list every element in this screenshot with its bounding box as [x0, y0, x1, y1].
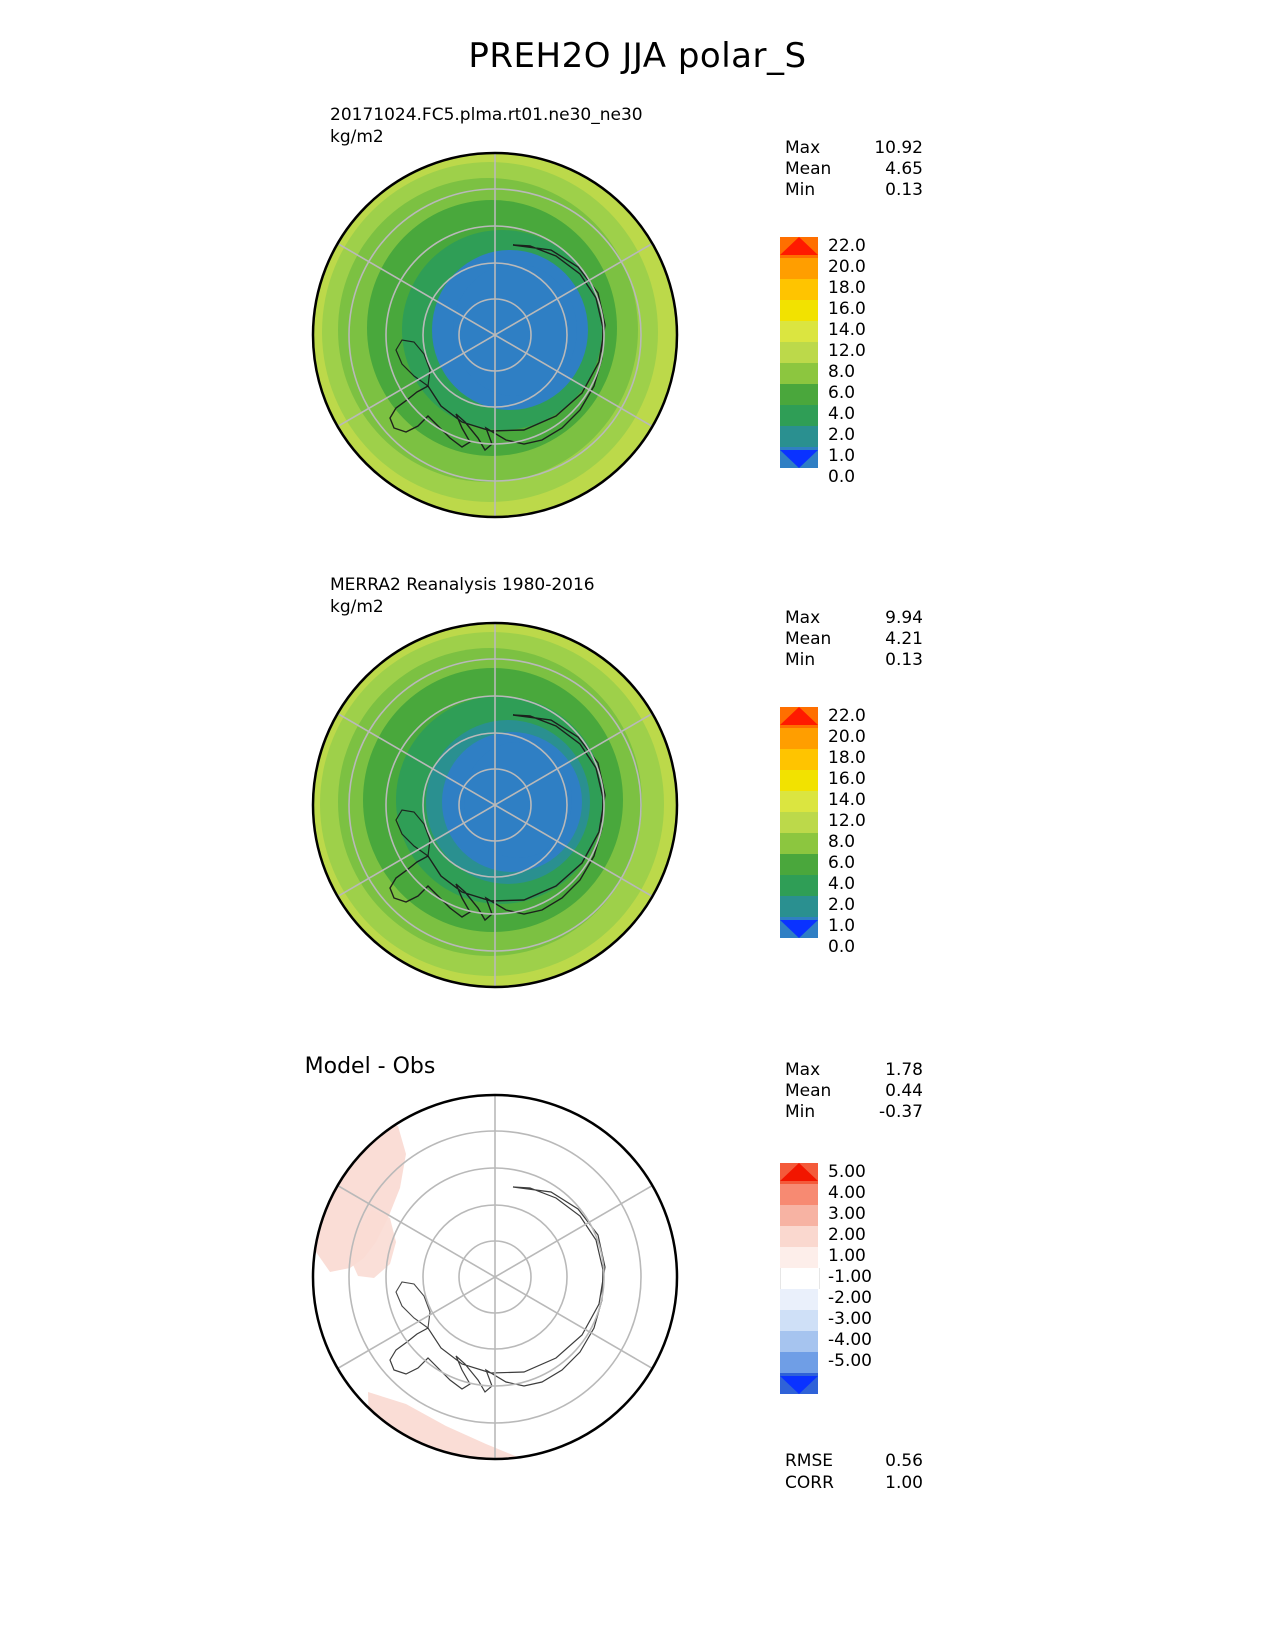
colorbar-obs-ticks	[828, 706, 958, 958]
colorbar-tick: 16.0	[828, 769, 866, 789]
stats-difference	[785, 1060, 923, 1123]
colorbar-obs-bar	[780, 688, 818, 957]
colorbar-tick: 18.0	[828, 748, 866, 768]
colorbar-tick: 12.0	[828, 341, 866, 361]
stats-obs	[785, 608, 923, 671]
colorbar-segment	[780, 896, 818, 917]
colorbar-tick: 2.00	[828, 1225, 866, 1245]
stat-row: Max 1.78	[785, 1060, 923, 1080]
colorbar-segment	[780, 363, 818, 384]
colorbar-tick: 4.0	[828, 874, 856, 894]
polar-map-difference-svg	[310, 1092, 680, 1462]
colorbar-arrow-top-icon	[780, 218, 818, 255]
colorbar-segment	[780, 1247, 818, 1268]
colorbar-difference-bar	[780, 1144, 818, 1413]
colorbar-segment	[780, 749, 818, 770]
colorbar-tick: 22.0	[828, 236, 866, 256]
colorbar-tick: -2.00	[828, 1288, 872, 1308]
stat-row: Min -0.37	[785, 1102, 923, 1122]
panel-obs-caption-line2: kg/m2	[330, 597, 384, 617]
colorbar-segment	[780, 854, 818, 875]
colorbar-segment	[780, 1331, 818, 1352]
page-title: PREH2O JJA polar_S	[468, 36, 807, 76]
colorbar-tick: 14.0	[828, 320, 866, 340]
colorbar-tick: 8.0	[828, 832, 856, 852]
colorbar-tick: 18.0	[828, 278, 866, 298]
colorbar-tick: 0.0	[828, 937, 856, 957]
colorbar-segment	[780, 812, 818, 833]
colorbar-tick: 4.0	[828, 404, 856, 424]
stat-row: Max 9.94	[785, 608, 923, 628]
panel-obs-caption-line1: MERRA2 Reanalysis 1980-2016	[330, 575, 595, 595]
colorbar-tick: 3.00	[828, 1204, 866, 1224]
colorbar-segment	[780, 405, 818, 426]
colorbar-tick: -4.00	[828, 1330, 872, 1350]
polar-map-model	[310, 150, 730, 520]
colorbar-segment	[780, 1268, 820, 1289]
panel-model-caption-line2: kg/m2	[330, 127, 384, 147]
stat-row: Min 0.13	[785, 180, 923, 200]
colorbar-tick: 22.0	[828, 706, 866, 726]
colorbar-tick: 12.0	[828, 811, 866, 831]
colorbar-segment	[780, 426, 818, 447]
colorbar-segment	[780, 258, 818, 279]
colorbar-tick: 2.0	[828, 895, 856, 915]
colorbar-segment	[780, 384, 818, 405]
colorbar-segment	[780, 791, 818, 812]
colorbar-segment	[780, 300, 818, 321]
colorbar-segment	[780, 1310, 818, 1331]
colorbar-segment	[780, 875, 818, 896]
colorbar-model-bar	[780, 218, 818, 487]
colorbar-tick: 1.0	[828, 916, 856, 936]
stat-row: Mean 4.65	[785, 159, 923, 179]
colorbar-tick: 1.0	[828, 446, 856, 466]
colorbar-segment	[780, 1226, 818, 1247]
colorbar-arrow-top-icon	[780, 688, 818, 725]
colorbar-tick: 14.0	[828, 790, 866, 810]
polar-map-model-svg	[310, 150, 680, 520]
colorbar-segment	[780, 770, 818, 791]
colorbar-arrow-top-icon	[780, 1144, 818, 1181]
colorbar-segment	[780, 342, 818, 363]
colorbar-model-ticks	[828, 236, 958, 488]
stat-row: CORR 1.00	[785, 1473, 923, 1493]
colorbar-segment	[780, 1352, 818, 1373]
colorbar-tick: 0.0	[828, 467, 856, 487]
colorbar-segment	[780, 279, 818, 300]
colorbar-tick: -1.00	[828, 1267, 872, 1287]
colorbar-tick: -5.00	[828, 1351, 872, 1371]
colorbar-tick: 16.0	[828, 299, 866, 319]
colorbar-tick: 6.0	[828, 383, 856, 403]
colorbar-segment	[780, 833, 818, 854]
stat-row: Mean 4.21	[785, 629, 923, 649]
colorbar-segment	[780, 1205, 818, 1226]
colorbar-arrow-bottom-icon	[780, 450, 818, 487]
colorbar-segment	[780, 728, 818, 749]
panel-difference	[0, 1050, 1275, 1520]
stat-row: Max 10.92	[785, 138, 923, 158]
stat-row: Mean 0.44	[785, 1081, 923, 1101]
colorbar-arrow-bottom-icon	[780, 1376, 818, 1413]
colorbar-segment	[780, 1289, 818, 1310]
colorbar-tick: 4.00	[828, 1183, 866, 1203]
colorbar-arrow-bottom-icon	[780, 920, 818, 957]
colorbar-tick: 20.0	[828, 257, 866, 277]
panel-obs	[0, 570, 1275, 1010]
colorbar-tick: -3.00	[828, 1309, 872, 1329]
panel-difference-caption: Model - Obs	[304, 1054, 436, 1079]
colorbar-segment	[780, 1184, 818, 1205]
colorbar-tick: 8.0	[828, 362, 856, 382]
stat-row: Min 0.13	[785, 650, 923, 670]
colorbar-segment	[780, 321, 818, 342]
colorbar-tick: 6.0	[828, 853, 856, 873]
polar-map-difference	[310, 1092, 730, 1462]
colorbar-tick: 5.00	[828, 1162, 866, 1182]
stats-model	[785, 138, 923, 201]
colorbar-tick: 2.0	[828, 425, 856, 445]
polar-map-obs-svg	[310, 620, 680, 990]
colorbar-tick: 20.0	[828, 727, 866, 747]
footer-stats-difference	[785, 1450, 923, 1494]
panel-model-caption-line1: 20171024.FC5.plma.rt01.ne30_ne30	[330, 105, 643, 125]
panel-model	[0, 100, 1275, 540]
stat-row: RMSE 0.56	[785, 1451, 923, 1471]
colorbar-tick: 1.00	[828, 1246, 866, 1266]
colorbar-difference-ticks	[828, 1162, 958, 1372]
polar-map-obs	[310, 620, 730, 990]
